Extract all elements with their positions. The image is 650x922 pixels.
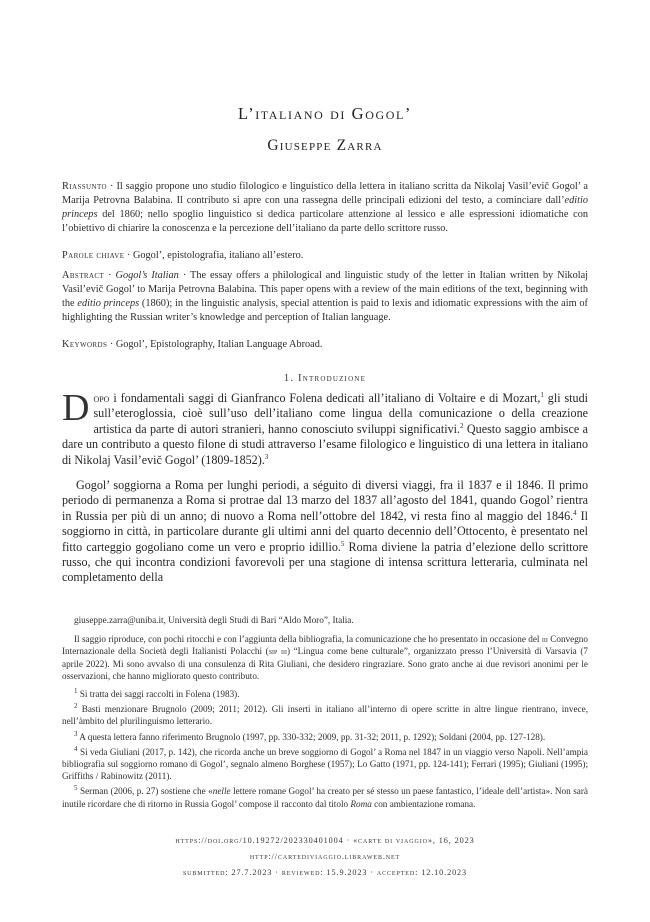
footnote-item	[62, 688, 588, 700]
footnote-number: 2	[74, 702, 78, 711]
footnote-item	[62, 785, 588, 809]
para1-text-c: Questo saggio ambisce a dare un contributo a questo filone di studi attraverso l’esame filologico e linguistico di una lettera in italiano di Nikolaj Vasil’evič Gogol’ (1809-1852).	[62, 421, 588, 467]
footnotes	[62, 614, 588, 813]
acknowledgement-note	[62, 633, 588, 682]
article-author: Giuseppe Zarra	[267, 137, 383, 154]
footnote-number: 4	[74, 744, 78, 753]
riassunto-text-b: del 1860; nello spoglio linguistico si dedica particolare attenzione al lessico e alle espressioni idiomatiche con l’obiettivo di chiarire la conoscenza e la percezione dell’italiano da parte dello scrittore russo.	[62, 209, 588, 235]
dates-line: submitted: 27.7.2023 · reviewed: 15.9.2023 · accepted: 12.10.2023	[182, 868, 468, 877]
keywords-label: Keywords	[62, 339, 108, 350]
parole-chiave-text: Gogol’, epistolografia, italiano all’estero.	[132, 250, 304, 261]
footnote-text: A questa lettera fanno riferimento Brugnolo (1997, pp. 330-332; 2009, pp. 31-32; 2011, p. 1292); Soldani (2004, pp. 127-128).	[79, 731, 546, 742]
footnote-text: Basti menzionare Brugnolo (2009; 2011; 2012). Gli inserti in italiano all’interno di opere scritte in altre lingue rientrano, invece, nell’àmbito del plurilinguismo letterario.	[62, 704, 588, 727]
para1-text-b: gli studi sull’eteroglossia, cioè sull’uso dell’italiano come lingua della comunicazione o della creazione artistica da parte di autori stranieri, hanno conosciuto sviluppi significativi.	[93, 391, 588, 436]
drop-cap: D	[62, 387, 90, 429]
parole-chiave-block	[62, 249, 588, 263]
keywords-block	[62, 338, 588, 352]
abstract-sep: ·	[104, 270, 116, 281]
article-title: L’italiano di Gogol’	[237, 104, 413, 123]
keywords-text: Gogol’, Epistolography, Italian Language Abroad.	[115, 339, 323, 350]
riassunto-block	[62, 180, 588, 236]
footnote-5-text-a: Serman (2006, p. 27) sostiene che «	[79, 786, 213, 797]
footnote-ref-4[interactable]: 4	[573, 508, 577, 517]
footnote-ref-3[interactable]: 3	[264, 452, 269, 461]
footnote-item	[62, 731, 588, 743]
footnote-number: 3	[74, 729, 78, 738]
abstract-italic: editio princeps	[77, 298, 140, 310]
footnote-item	[62, 703, 588, 727]
para1-text-a: i fondamentali saggi di Gianfranco Folena dedicati all’italiano di Voltaire e di Mozart,	[109, 391, 541, 405]
riassunto-sep: ·	[106, 181, 117, 192]
paragraph-1	[62, 387, 588, 468]
keywords-sep: ·	[107, 339, 116, 350]
footnote-5-text-c: con ambientazione romana.	[371, 798, 476, 809]
abstract-label: Abstract	[62, 270, 105, 281]
para2-text-c: Roma diviene la patria d’elezione dello scrittore russo, che qui incontra condizioni favorevoli per una stagione di intensa scrittura letteraria, culminata nel completamento della	[62, 539, 588, 585]
footnote-ref-5[interactable]: 5	[340, 539, 345, 548]
footnote-ref-1[interactable]: 1	[540, 390, 544, 399]
footnote-5-italic: nelle	[212, 786, 231, 797]
section-heading: 1. Introduzione	[283, 373, 367, 384]
para2-text-b: Il soggiorno in città, in particolare durante gli ultimi anni del quarto decennio dell’Ottocento, è presentato nel fitto carteggio gogoliano come un vero e proprio idillio.	[62, 508, 588, 554]
footnote-5-text-b: lettere romane Gogol’ ha creato per sé stesso un paese fantastico, l’ideale dell’artista». Non sarà inutile ricordare che di ritorno in Russia Gogol’ compose il racconto dal titolo	[62, 786, 588, 809]
doi-line[interactable]: https://doi.org/10.19272/202330401004 · «carte di viaggio», 16, 2023	[175, 836, 475, 845]
ack-roman-numeral: iii	[541, 634, 548, 645]
riassunto-text-a: Il saggio propone uno studio filologico e linguistico della lettera in italiano scritta da Nikolaj Vasil’evič Gogol’ a Marija Petrovna Balabina. Il contributo si apre con una rassegna delle principali edizioni del testo, a cominciare dall’	[62, 181, 588, 207]
parole-chiave-sep: ·	[124, 250, 133, 261]
footnote-text: Si veda Giuliani (2017, p. 142), che ricorda anche un breve soggiorno di Gogol’ a Roma nel 1847 in un viaggio verso Napoli. Nell’ampia bibliografia sul soggiorno romano di Gogol’, segnalo almeno Borghese (1957); Lo Gatto (1971, pp. 124-141); Ferrari (1995); Giuliani (1995); Griffiths / Rabinowitz (2011).	[62, 746, 589, 782]
footnote-number: 5	[74, 784, 78, 793]
parole-chiave-label: Parole chiave	[62, 250, 125, 261]
affiliation-note: giuseppe.zarra@uniba.it, Università degli Studi di Bari “Aldo Moro”, Italia.	[74, 615, 354, 625]
ack-text-mid: Convegno Internazionale della Società degli Italianisti Polacchi (	[62, 634, 588, 657]
riassunto-italic: editio princeps	[62, 195, 588, 221]
footnote-text: Si tratta dei saggi raccolti in Folena (1983).	[79, 689, 240, 700]
footnote-number: 1	[74, 686, 78, 695]
abstract-block	[62, 269, 588, 325]
riassunto-label: Riassunto	[62, 181, 107, 192]
abstract-text-b: (1860); in the linguistic analysis, special attention is paid to lexis and idiomatic expressions with the aim of highlighting the Russian writer’s knowledge and perception of Italian language.	[62, 298, 588, 324]
footnote-item	[62, 746, 588, 783]
para2-text-a: Gogol’ soggiorna a Roma per lunghi periodi, a séguito di diversi viaggi, fra il 1837 e il 1846. Il primo periodo di permanenza a Roma si protrae dal 13 marzo del 1837 all’agosto del 1841, quando Gogol’ rientra in Russia per più di un anno; di nuovo a Roma nell’ottobre del 1842, vi resta fino al maggio del 1846.	[62, 478, 588, 523]
abstract-title: Gogol’s Italian	[115, 270, 179, 281]
ack-text-end: ) “Lingua come bene culturale”, organizzato presso l’Università di Varsavia (7 aprile 2022). Mi sono avvalso di una consulenza di Rita Giuliani, che desidero ringraziare. Sono grato anche ai due revisori anonimi per le osservazioni, che hanno migliorato questo contributo.	[62, 646, 588, 681]
paragraph-2	[62, 478, 588, 586]
footnote-5-italic-2: Roma	[350, 798, 372, 809]
website-line[interactable]: http://cartediviaggio.libraweb.net	[249, 852, 401, 861]
ack-acronym: sip iii	[268, 646, 287, 657]
first-word-smallcaps: opo	[93, 391, 110, 405]
footnote-ref-2[interactable]: 2	[460, 421, 464, 430]
abstract-text-a: · The essay offers a philological and linguistic study of the letter in Italian written by Nikolaj Vasil’evič Gogol’ to Marija Petrovna Balabina. This paper opens with a review of the main editions of the text, beginning with the	[62, 270, 589, 310]
ack-text-a: Il saggio riproduce, con pochi ritocchi e con l’aggiunta della bibliografia, la comunicazione che ho presentato in occasione del	[74, 634, 542, 645]
